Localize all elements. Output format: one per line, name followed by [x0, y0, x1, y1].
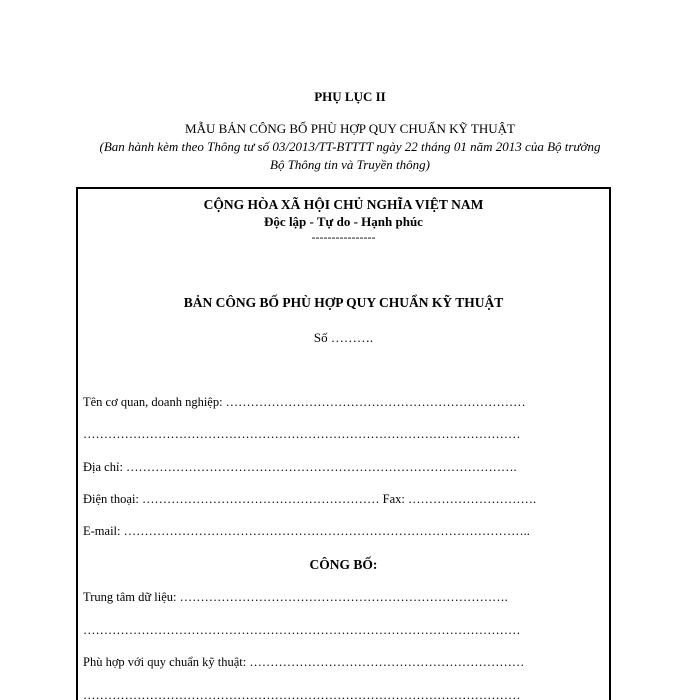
- appendix-heading: PHỤ LỤC II: [314, 89, 386, 104]
- motto-underline: ----------------: [311, 230, 376, 244]
- declaration-section-title: CÔNG BỐ:: [309, 557, 378, 572]
- organization-name-continuation: ……………………………………………………………………………………………: [83, 427, 521, 441]
- address-field: Địa chỉ: ………………………………………………………………………………….: [83, 460, 517, 474]
- nation-heading: CỘNG HÒA XÃ HỘI CHỦ NGHĨA VIỆT NAM: [203, 197, 484, 212]
- national-motto: Độc lập - Tự do - Hạnh phúc: [264, 214, 423, 229]
- issued-by-line-1: (Ban hành kèm theo Thông tư số 03/2013/TT-BTTTT ngày 22 tháng 01 năm 2013 của Bộ trưởng: [99, 139, 601, 154]
- email-field: E-mail: ……………………………………………………………………………………..: [83, 524, 530, 538]
- conformity-standard-continuation: ……………………………………………………………………………………………: [83, 688, 521, 700]
- conformity-standard-field: Phù hợp với quy chuẩn kỹ thuật: …………………………………………………………: [83, 655, 525, 669]
- form-template-title: MẪU BẢN CÔNG BỐ PHÙ HỢP QUY CHUẨN KỸ THUẬT: [185, 121, 515, 136]
- data-center-continuation: ……………………………………………………………………………………………: [83, 623, 521, 637]
- issued-by-line-2: Bộ Thông tin và Truyền thông): [270, 157, 430, 172]
- declaration-title: BẢN CÔNG BỐ PHÙ HỢP QUY CHUẨN KỸ THUẬT: [183, 295, 504, 310]
- phone-fax-field: Điện thoại: ………………………………………………… Fax: ………………………….: [83, 492, 537, 506]
- declaration-form-box: [76, 187, 611, 700]
- data-center-field: Trung tâm dữ liệu: …………………………………………………………………….: [83, 590, 508, 604]
- declaration-number: Số ……….: [313, 330, 374, 345]
- organization-name-field: Tên cơ quan, doanh nghiệp: ………………………………………………………………: [83, 395, 526, 409]
